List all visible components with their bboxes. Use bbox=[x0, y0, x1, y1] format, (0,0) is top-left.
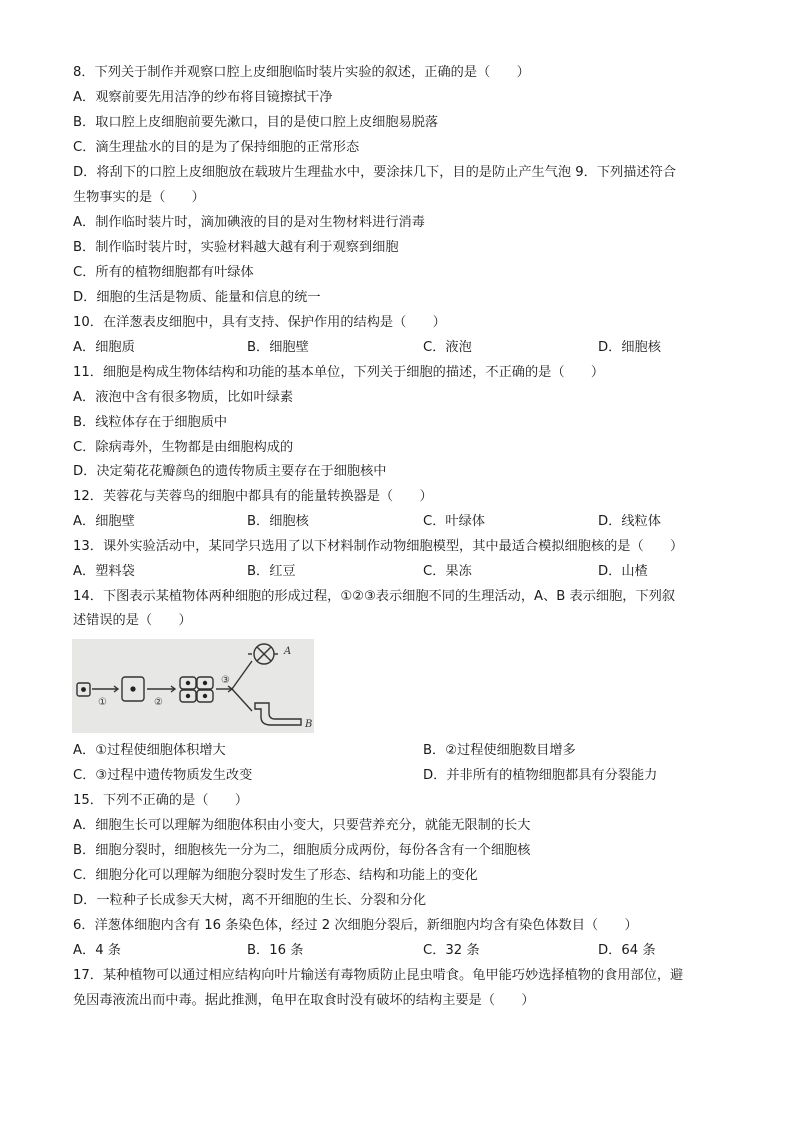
q13-option-b: B．红豆 bbox=[247, 564, 296, 579]
question-8-stem: 8．下列关于制作并观察口腔上皮细胞临时装片实验的叙述，正确的是（ ） bbox=[73, 65, 530, 80]
q15-option-c: C．细胞分化可以理解为细胞分裂时发生了形态、结构和功能上的变化 bbox=[73, 868, 478, 883]
question-10-stem: 10．在洋葱表皮细胞中，具有支持、保护作用的结构是（ ） bbox=[73, 315, 446, 330]
question-15-stem: 15．下列不正确的是（ ） bbox=[73, 793, 249, 808]
step-label-2: ② bbox=[154, 697, 163, 708]
q14-option-a: A．①过程使细胞体积增大 bbox=[73, 743, 226, 758]
q13-option-d: D．山楂 bbox=[598, 564, 648, 579]
q10-option-d: D．细胞核 bbox=[598, 340, 661, 355]
q12-option-c: C．叶绿体 bbox=[423, 514, 485, 529]
q16-option-d: D．64 条 bbox=[598, 943, 656, 958]
q11-option-b: B．线粒体存在于细胞质中 bbox=[73, 415, 228, 430]
question-11-stem: 11．细胞是构成生物体结构和功能的基本单位，下列关于细胞的描述，不正确的是（ ） bbox=[73, 365, 605, 380]
q13-option-a: A．塑料袋 bbox=[73, 564, 135, 579]
q8-option-b: B．取口腔上皮细胞前要先漱口，目的是使口腔上皮细胞易脱落 bbox=[73, 115, 439, 130]
q9-option-c: C．所有的植物细胞都有叶绿体 bbox=[73, 265, 254, 280]
q12-option-b: B．细胞核 bbox=[247, 514, 309, 529]
question-17-stem: 17．某种植物可以通过相应结构向叶片输送有毒物质防止昆虫啃食。龟甲能巧妙选择植物的食用部位，避 bbox=[73, 968, 684, 983]
initial-nucleus bbox=[81, 687, 86, 692]
q12-option-d: D．线粒体 bbox=[598, 514, 661, 529]
q9-option-a: A．制作临时装片时，滴加碘液的目的是对生物材料进行消毒 bbox=[73, 215, 425, 230]
question-17-stem-cont: 免因毒液流出而中毒。据此推测，龟甲在取食时没有破坏的结构主要是（ ） bbox=[73, 993, 535, 1008]
question-9-stem-cont: 生物事实的是（ ） bbox=[73, 190, 205, 205]
cell-b-shape bbox=[255, 703, 301, 725]
question-13-stem: 13．课外实验活动中，某同学只选用了以下材料制作动物细胞模型，其中最适合模拟细胞核的是（ ） bbox=[73, 539, 684, 554]
q8-option-c: C．滴生理盐水的目的是为了保持细胞的正常形态 bbox=[73, 140, 360, 155]
q14-option-b: B．②过程使细胞数目增多 bbox=[423, 743, 576, 758]
cell-a-shape bbox=[248, 644, 278, 664]
cell-division-diagram bbox=[72, 639, 314, 733]
q11-option-d: D．决定菊花花瓣颜色的遗传物质主要存在于细胞核中 bbox=[73, 464, 387, 479]
q16-option-a: A．4 条 bbox=[73, 943, 121, 958]
q14-option-d: D．并非所有的植物细胞都具有分裂能力 bbox=[423, 768, 658, 783]
cell-formation-figure bbox=[72, 639, 314, 733]
question-12-stem: 12．芙蓉花与芙蓉鸟的细胞中都具有的能量转换器是（ ） bbox=[73, 489, 433, 504]
q11-option-a: A．液泡中含有很多物质，比如叶绿素 bbox=[73, 390, 294, 405]
q12-option-a: A．细胞壁 bbox=[73, 514, 135, 529]
q8-option-d: D．将刮下的口腔上皮细胞放在载玻片生理盐水中，要涂抹几下，目的是防止产生气泡 9．下列描述符合 bbox=[73, 165, 676, 180]
question-14-stem-cont: 述错误的是（ ） bbox=[73, 613, 192, 628]
step-label-3: ③ bbox=[221, 675, 230, 686]
cell-label-b: B bbox=[305, 719, 313, 730]
q8-option-a: A．观察前要先用洁净的纱布将目镜擦拭干净 bbox=[73, 90, 333, 105]
q10-option-b: B．细胞壁 bbox=[247, 340, 309, 355]
q11-option-c: C．除病毒外，生物都是由细胞构成的 bbox=[73, 440, 294, 455]
q16-option-b: B．16 条 bbox=[247, 943, 304, 958]
grown-nucleus bbox=[130, 686, 135, 691]
cell-label-a: A bbox=[284, 646, 292, 657]
q9-option-d: D．细胞的生活是物质、能量和信息的统一 bbox=[73, 290, 321, 305]
q13-option-c: C．果冻 bbox=[423, 564, 472, 579]
q10-option-a: A．细胞质 bbox=[73, 340, 135, 355]
q16-option-c: C．32 条 bbox=[423, 943, 480, 958]
q15-option-a: A．细胞生长可以理解为细胞体积由小变大，只要营养充分，就能无限制的长大 bbox=[73, 818, 531, 833]
question-14-stem: 14．下图表示某植物体两种细胞的形成过程，①②③表示细胞不同的生理活动，A、B 表示细胞，下列叙 bbox=[73, 589, 676, 604]
divided-cells bbox=[180, 677, 213, 702]
q9-option-b: B．制作临时装片时，实验材料越大越有利于观察到细胞 bbox=[73, 240, 399, 255]
q10-option-c: C．液泡 bbox=[423, 340, 472, 355]
q15-option-b: B．细胞分裂时，细胞核先一分为二，细胞质分成两份，每份各含有一个细胞核 bbox=[73, 843, 531, 858]
question-16-stem: 6．洋葱体细胞内含有 16 条染色体，经过 2 次细胞分裂后，新细胞内均含有染色体数目（ ） bbox=[73, 918, 638, 933]
step-label-1: ① bbox=[98, 697, 107, 708]
q15-option-d: D．一粒种子长成参天大树，离不开细胞的生长、分裂和分化 bbox=[73, 893, 427, 908]
q14-option-c: C．③过程中遗传物质发生改变 bbox=[73, 768, 253, 783]
